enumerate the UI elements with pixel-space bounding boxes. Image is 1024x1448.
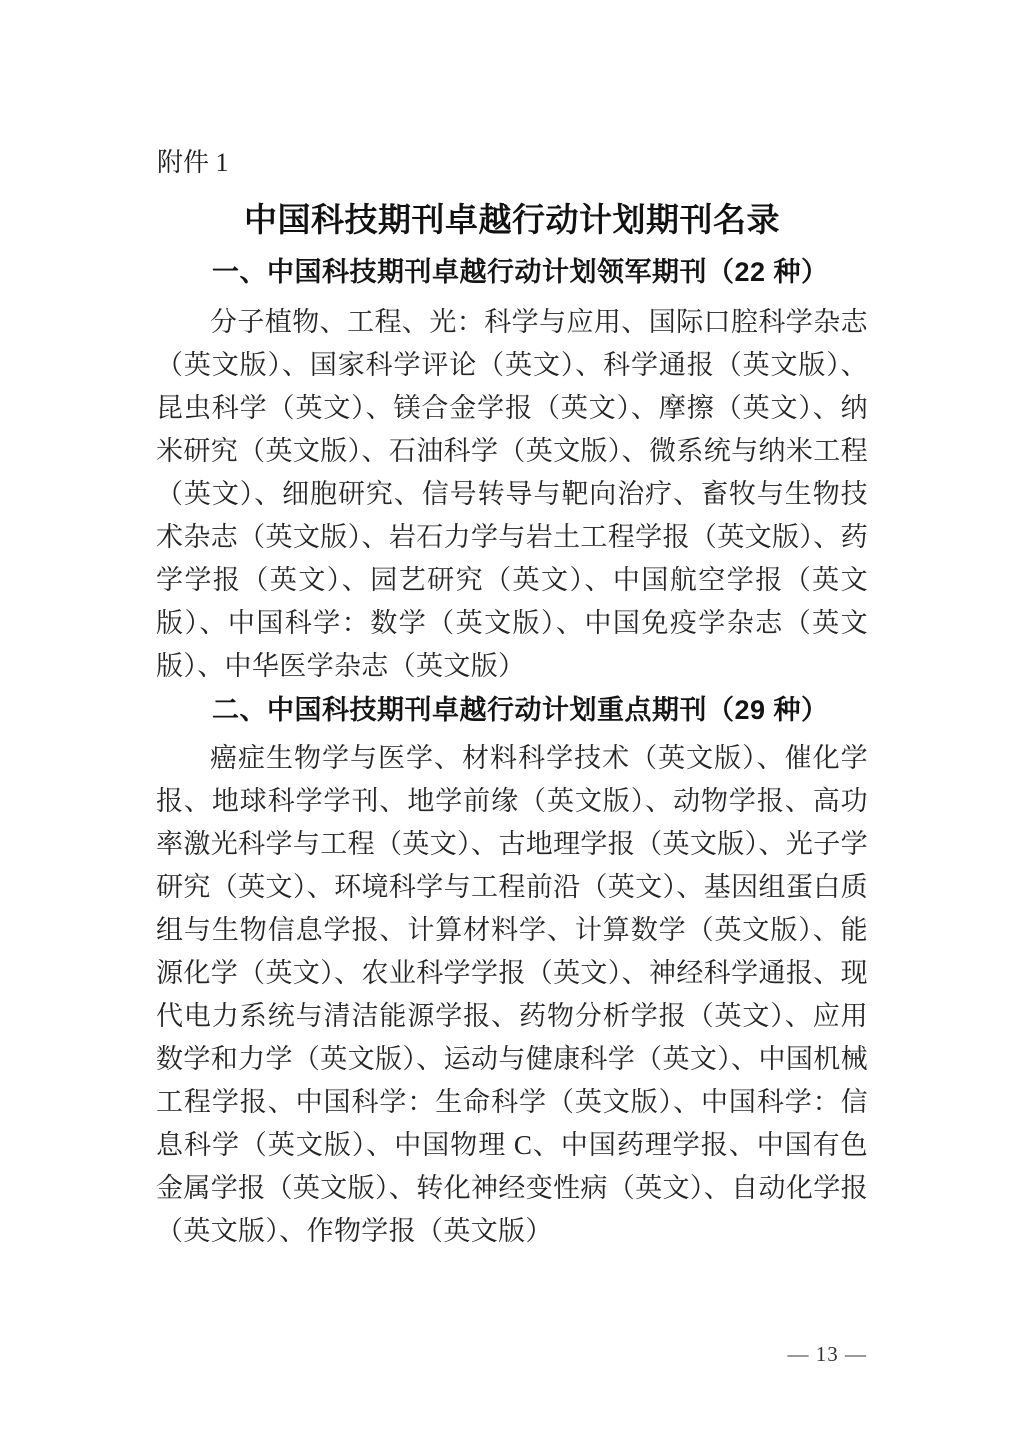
section-2-heading: 二、中国科技期刊卓越行动计划重点期刊（29 种） [212,695,829,725]
section-1-heading: 一、中国科技期刊卓越行动计划领军期刊（22 种） [212,257,829,287]
section-1-body: 分子植物、工程、光：科学与应用、国际口腔科学杂志（英文版）、国家科学评论（英文）、科学通报（英文版）、昆虫科学（英文）、镁合金学报（英文）、摩擦（英文）、纳米研究（英文版）、石油科学（英文版）、微系统与纳米工程（英文）、细胞研究、信号转导与靶向治疗、畜牧与生物技术杂志（英文版）、岩石力学与岩土工程学报（英文版）、药学学报（英文）、园艺研究（英文）、中国航空学报（英文版）、中国科学：数学（英文版）、中国免疫学杂志（英文版）、中华医学杂志（英文版） [156,307,868,681]
page-title: 中国科技期刊卓越行动计划期刊名录 [244,203,780,239]
attachment-label: 附件 1 [157,148,229,177]
page-number: — 13 — [787,1342,867,1366]
section-2-body: 癌症生物学与医学、材料科学技术（英文版）、催化学报、地球科学学刊、地学前缘（英文版）、动物学报、高功率激光科学与工程（英文）、古地理学报（英文版）、光子学研究（英文）、环境科学与工程前沿（英文）、基因组蛋白质组与生物信息学报、计算材料学、计算数学（英文版）、能源化学（英文）、农业科学学报（英文）、神经科学通报、现代电力系统与清洁能源学报、药物分析学报（英文）、应用数学和力学（英文版）、运动与健康科学（英文）、中国机械工程学报、中国科学：生命科学（英文版）、中国科学：信息科学（英文版）、中国物理 C、中国药理学报、中国有色金属学报（英文版）、转化神经变性病（英文）、自动化学报（英文版）、作物学报（英文版） [156,743,868,1246]
